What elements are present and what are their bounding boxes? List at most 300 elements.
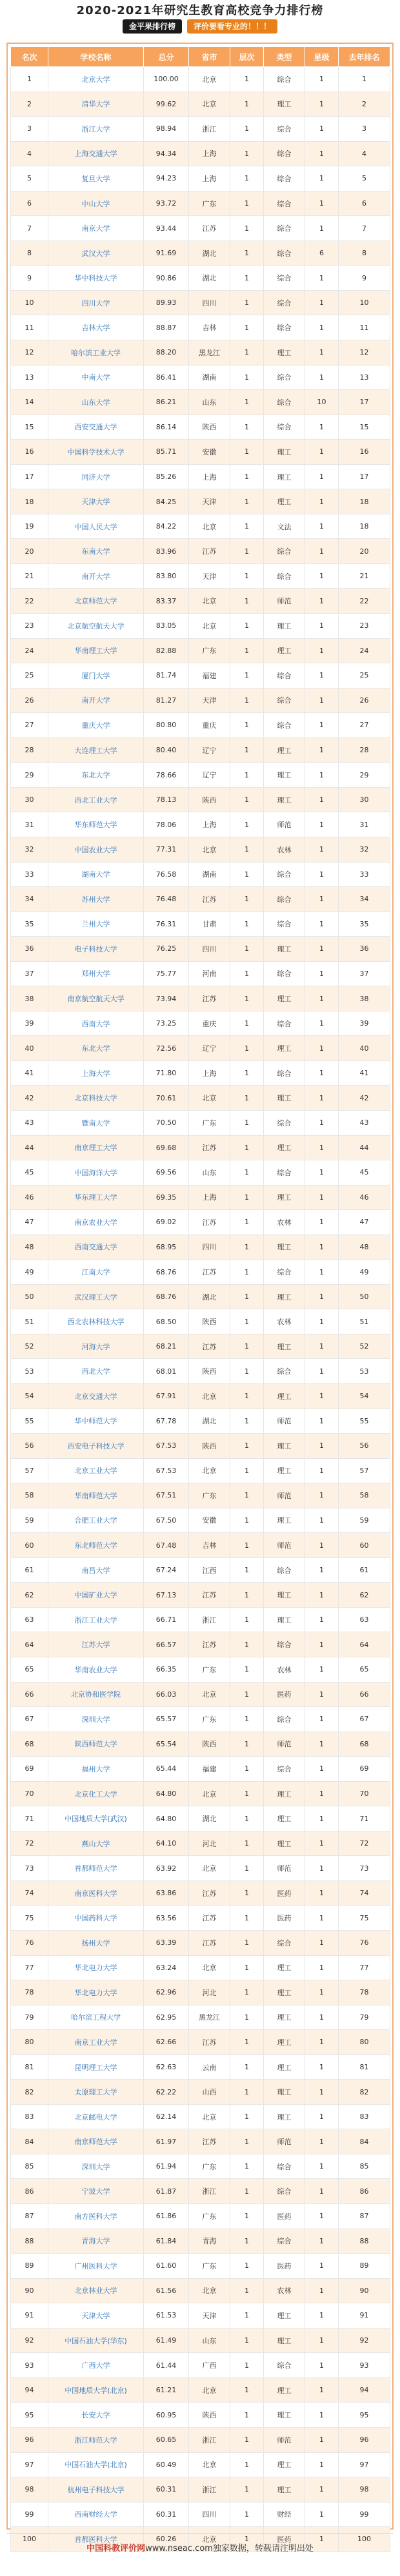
score-cell: 70.50 — [144, 1110, 189, 1135]
table-row — [11, 117, 390, 142]
rank-cell: 51 — [11, 1309, 48, 1334]
table-row — [11, 2427, 390, 2452]
school-cell: 长安大学 — [48, 2403, 144, 2428]
level-cell: 1 — [230, 514, 264, 539]
table-row — [11, 266, 390, 291]
level-cell: 1 — [230, 763, 264, 788]
stars-cell: 1 — [305, 489, 339, 514]
rank-cell: 84 — [11, 2129, 48, 2154]
level-cell: 1 — [230, 1086, 264, 1111]
stars-cell: 1 — [305, 440, 339, 465]
school-cell: 武汉理工大学 — [48, 1284, 144, 1309]
table-row — [11, 1607, 390, 1632]
last-year-cell: 51 — [339, 1309, 390, 1334]
province-cell: 陕西 — [189, 1434, 230, 1459]
stars-cell: 1 — [305, 2403, 339, 2428]
last-year-cell: 3 — [339, 117, 390, 142]
stars-cell: 1 — [305, 1583, 339, 1608]
level-cell: 1 — [230, 266, 264, 291]
score-cell: 94.34 — [144, 141, 189, 166]
last-year-cell: 26 — [339, 688, 390, 713]
score-cell: 63.39 — [144, 1931, 189, 1956]
stars-cell: 1 — [305, 1607, 339, 1632]
rank-cell: 18 — [11, 489, 48, 514]
school-cell: 上海大学 — [48, 1060, 144, 1086]
table-row — [11, 92, 390, 117]
score-cell: 62.96 — [144, 1980, 189, 2005]
level-cell: 1 — [230, 1508, 264, 1533]
province-cell: 江苏 — [189, 887, 230, 912]
last-year-cell: 5 — [339, 166, 390, 191]
level-cell: 1 — [230, 1260, 264, 1285]
stars-cell: 1 — [305, 2104, 339, 2129]
score-cell: 67.53 — [144, 1434, 189, 1459]
badge-row — [0, 19, 400, 36]
type-cell: 理工 — [264, 2030, 305, 2055]
last-year-cell: 71 — [339, 1806, 390, 1831]
type-cell: 理工 — [264, 1284, 305, 1309]
province-cell: 江苏 — [189, 1880, 230, 1906]
school-cell: 江南大学 — [48, 1260, 144, 1285]
type-cell: 师范 — [264, 1409, 305, 1434]
stars-cell: 1 — [305, 1284, 339, 1309]
score-cell: 80.40 — [144, 737, 189, 763]
last-year-cell: 44 — [339, 1135, 390, 1160]
school-cell: 西南财经大学 — [48, 2502, 144, 2527]
rank-cell: 61 — [11, 1557, 48, 1583]
table-row — [11, 2204, 390, 2229]
province-cell: 广东 — [189, 2154, 230, 2179]
school-cell: 东北大学 — [48, 1036, 144, 1061]
school-cell: 重庆大学 — [48, 713, 144, 738]
table-row — [11, 663, 390, 688]
type-cell: 理工 — [264, 1036, 305, 1061]
province-cell: 四川 — [189, 1234, 230, 1260]
level-cell: 1 — [230, 2104, 264, 2129]
school-cell: 中国农业大学 — [48, 837, 144, 862]
type-cell: 理工 — [264, 986, 305, 1011]
school-cell: 中国地质大学(武汉) — [48, 1806, 144, 1831]
province-cell: 上海 — [189, 464, 230, 489]
table-row — [11, 2303, 390, 2328]
type-cell: 师范 — [264, 2427, 305, 2452]
province-cell: 江苏 — [189, 1135, 230, 1160]
stars-cell: 1 — [305, 1483, 339, 1508]
table-row — [11, 166, 390, 191]
province-cell: 陕西 — [189, 1309, 230, 1334]
last-year-cell: 24 — [339, 638, 390, 663]
last-year-cell: 89 — [339, 2254, 390, 2279]
score-cell: 93.44 — [144, 216, 189, 241]
stars-cell: 1 — [305, 1980, 339, 2005]
rank-cell: 72 — [11, 1831, 48, 1856]
last-year-cell: 90 — [339, 2278, 390, 2303]
type-cell: 理工 — [264, 2005, 305, 2030]
rank-cell: 30 — [11, 787, 48, 812]
table-row — [11, 1160, 390, 1186]
stars-cell: 1 — [305, 1409, 339, 1434]
stars-cell: 1 — [305, 1160, 339, 1186]
province-cell: 广东 — [189, 638, 230, 663]
level-cell: 1 — [230, 2477, 264, 2503]
score-cell: 76.58 — [144, 862, 189, 887]
last-year-cell: 49 — [339, 1260, 390, 1285]
rank-cell: 81 — [11, 2054, 48, 2080]
stars-cell: 1 — [305, 937, 339, 962]
level-cell: 1 — [230, 862, 264, 887]
last-year-cell: 76 — [339, 1931, 390, 1956]
school-cell: 北京师范大学 — [48, 589, 144, 614]
level-cell: 1 — [230, 2502, 264, 2527]
last-year-cell: 36 — [339, 937, 390, 962]
type-cell: 综合 — [264, 887, 305, 912]
table-row — [11, 2104, 390, 2129]
rank-cell: 50 — [11, 1284, 48, 1309]
school-cell: 深圳大学 — [48, 1707, 144, 1732]
province-cell: 江苏 — [189, 986, 230, 1011]
column-header-rank: 名次 — [11, 47, 48, 67]
province-cell: 黑龙江 — [189, 2005, 230, 2030]
table-row — [11, 464, 390, 489]
stars-cell: 1 — [305, 2328, 339, 2353]
last-year-cell: 59 — [339, 1508, 390, 1533]
school-cell: 广州医科大学 — [48, 2254, 144, 2279]
school-cell: 广西大学 — [48, 2353, 144, 2378]
level-cell: 1 — [230, 1110, 264, 1135]
rank-cell: 83 — [11, 2104, 48, 2129]
school-cell: 同济大学 — [48, 464, 144, 489]
province-cell: 浙江 — [189, 2477, 230, 2503]
level-cell: 1 — [230, 2303, 264, 2328]
school-cell: 天津大学 — [48, 489, 144, 514]
score-cell: 81.74 — [144, 663, 189, 688]
stars-cell: 1 — [305, 1011, 339, 1036]
rank-cell: 45 — [11, 1160, 48, 1186]
type-cell: 理工 — [264, 1607, 305, 1632]
last-year-cell: 23 — [339, 614, 390, 639]
table-row — [11, 737, 390, 763]
table-row — [11, 1583, 390, 1608]
last-year-cell: 86 — [339, 2179, 390, 2204]
school-cell: 华中科技大学 — [48, 266, 144, 291]
level-cell: 1 — [230, 1607, 264, 1632]
type-cell: 理工 — [264, 2403, 305, 2428]
score-cell: 67.53 — [144, 1458, 189, 1483]
last-year-cell: 61 — [339, 1557, 390, 1583]
rank-cell: 100 — [11, 2527, 48, 2552]
table-row — [11, 1334, 390, 1359]
province-cell: 湖南 — [189, 862, 230, 887]
table-row — [11, 1383, 390, 1409]
stars-cell: 1 — [305, 2129, 339, 2154]
province-cell: 甘肃 — [189, 912, 230, 937]
rank-cell: 63 — [11, 1607, 48, 1632]
type-cell: 综合 — [264, 1011, 305, 1036]
type-cell: 财经 — [264, 2502, 305, 2527]
last-year-cell: 69 — [339, 1757, 390, 1782]
score-cell: 60.31 — [144, 2502, 189, 2527]
level-cell: 1 — [230, 1955, 264, 1980]
level-cell: 1 — [230, 1880, 264, 1906]
rank-cell: 65 — [11, 1657, 48, 1683]
type-cell: 师范 — [264, 2129, 305, 2154]
type-cell: 理工 — [264, 737, 305, 763]
province-cell: 上海 — [189, 166, 230, 191]
type-cell: 理工 — [264, 2104, 305, 2129]
level-cell: 1 — [230, 2403, 264, 2428]
last-year-cell: 12 — [339, 340, 390, 366]
table-row — [11, 514, 390, 539]
last-year-cell: 67 — [339, 1707, 390, 1732]
last-year-cell: 30 — [339, 787, 390, 812]
type-cell: 综合 — [264, 2229, 305, 2254]
table-row — [11, 390, 390, 415]
level-cell: 1 — [230, 216, 264, 241]
province-cell: 广东 — [189, 1110, 230, 1135]
rank-cell: 43 — [11, 1110, 48, 1135]
column-header-stars: 星级 — [305, 47, 339, 67]
score-cell: 61.60 — [144, 2254, 189, 2279]
table-row — [11, 2254, 390, 2279]
type-cell: 医药 — [264, 2527, 305, 2552]
type-cell: 综合 — [264, 1557, 305, 1583]
rank-cell: 54 — [11, 1383, 48, 1409]
table-row — [11, 539, 390, 564]
score-cell: 60.95 — [144, 2403, 189, 2428]
score-cell: 71.80 — [144, 1060, 189, 1086]
rank-cell: 39 — [11, 1011, 48, 1036]
rank-cell: 8 — [11, 240, 48, 266]
last-year-cell: 81 — [339, 2054, 390, 2080]
stars-cell: 1 — [305, 614, 339, 639]
score-cell: 66.57 — [144, 1632, 189, 1657]
level-cell: 1 — [230, 563, 264, 589]
school-cell: 河海大学 — [48, 1334, 144, 1359]
level-cell: 1 — [230, 1409, 264, 1434]
last-year-cell: 84 — [339, 2129, 390, 2154]
last-year-cell: 16 — [339, 440, 390, 465]
table-row — [11, 986, 390, 1011]
last-year-cell: 18 — [339, 514, 390, 539]
type-cell: 理工 — [264, 1434, 305, 1459]
last-year-cell: 18 — [339, 489, 390, 514]
province-cell: 江西 — [189, 1557, 230, 1583]
school-cell: 中国海洋大学 — [48, 1160, 144, 1186]
stars-cell: 1 — [305, 2477, 339, 2503]
score-cell: 61.53 — [144, 2303, 189, 2328]
stars-cell: 1 — [305, 837, 339, 862]
level-cell: 1 — [230, 191, 264, 216]
stars-cell: 1 — [305, 415, 339, 440]
type-cell: 综合 — [264, 166, 305, 191]
type-cell: 综合 — [264, 1260, 305, 1285]
level-cell: 1 — [230, 2254, 264, 2279]
last-year-cell: 79 — [339, 2005, 390, 2030]
type-cell: 综合 — [264, 1632, 305, 1657]
score-cell: 86.41 — [144, 365, 189, 390]
last-year-cell: 92 — [339, 2328, 390, 2353]
table-row — [11, 1557, 390, 1583]
table-row — [11, 2353, 390, 2378]
level-cell: 1 — [230, 440, 264, 465]
level-cell: 1 — [230, 1284, 264, 1309]
rank-cell: 98 — [11, 2477, 48, 2503]
table-row — [11, 1210, 390, 1235]
level-cell: 1 — [230, 663, 264, 688]
last-year-cell: 11 — [339, 315, 390, 340]
table-row — [11, 1707, 390, 1732]
rank-cell: 79 — [11, 2005, 48, 2030]
school-cell: 清华大学 — [48, 92, 144, 117]
rank-cell: 52 — [11, 1334, 48, 1359]
province-cell: 江苏 — [189, 2129, 230, 2154]
score-cell: 83.96 — [144, 539, 189, 564]
level-cell: 1 — [230, 1434, 264, 1459]
province-cell: 河北 — [189, 1980, 230, 2005]
level-cell: 1 — [230, 141, 264, 166]
table-row — [11, 1185, 390, 1210]
level-cell: 1 — [230, 1234, 264, 1260]
table-row — [11, 688, 390, 713]
province-cell: 上海 — [189, 812, 230, 837]
type-cell: 医药 — [264, 1906, 305, 1931]
table-row — [11, 2054, 390, 2080]
score-cell: 62.63 — [144, 2054, 189, 2080]
province-cell: 天津 — [189, 688, 230, 713]
rank-cell: 27 — [11, 713, 48, 738]
school-cell: 南京理工大学 — [48, 1135, 144, 1160]
ranking-table-frame — [6, 43, 394, 2544]
rank-cell: 69 — [11, 1757, 48, 1782]
table-row — [11, 2328, 390, 2353]
level-cell: 1 — [230, 1931, 264, 1956]
rank-cell: 49 — [11, 1260, 48, 1285]
table-row — [11, 2229, 390, 2254]
province-cell: 河南 — [189, 961, 230, 986]
level-cell: 1 — [230, 67, 264, 92]
level-cell: 1 — [230, 1980, 264, 2005]
province-cell: 北京 — [189, 1458, 230, 1483]
table-row — [11, 2403, 390, 2428]
type-cell: 综合 — [264, 862, 305, 887]
type-cell: 农林 — [264, 1657, 305, 1683]
type-cell: 理工 — [264, 1508, 305, 1533]
score-cell: 67.50 — [144, 1508, 189, 1533]
stars-cell: 1 — [305, 1806, 339, 1831]
table-row — [11, 1483, 390, 1508]
school-cell: 中国人民大学 — [48, 514, 144, 539]
table-row — [11, 862, 390, 887]
score-cell: 63.24 — [144, 1955, 189, 1980]
province-cell: 北京 — [189, 1086, 230, 1111]
type-cell: 综合 — [264, 67, 305, 92]
score-cell: 72.56 — [144, 1036, 189, 1061]
province-cell: 天津 — [189, 2303, 230, 2328]
province-cell: 北京 — [189, 2104, 230, 2129]
level-cell: 1 — [230, 240, 264, 266]
table-row — [11, 837, 390, 862]
province-cell: 广东 — [189, 2254, 230, 2279]
stars-cell: 1 — [305, 1434, 339, 1459]
stars-cell: 1 — [305, 688, 339, 713]
level-cell: 1 — [230, 1657, 264, 1683]
score-cell: 91.69 — [144, 240, 189, 266]
score-cell: 76.31 — [144, 912, 189, 937]
stars-cell: 1 — [305, 67, 339, 92]
last-year-cell: 20 — [339, 539, 390, 564]
last-year-cell: 83 — [339, 2104, 390, 2129]
type-cell: 综合 — [264, 2179, 305, 2204]
rank-cell: 55 — [11, 1409, 48, 1434]
school-cell: 西北工业大学 — [48, 787, 144, 812]
stars-cell: 1 — [305, 763, 339, 788]
school-cell: 首都师范大学 — [48, 1856, 144, 1881]
table-row — [11, 315, 390, 340]
score-cell: 85.26 — [144, 464, 189, 489]
score-cell: 94.23 — [144, 166, 189, 191]
rank-cell: 91 — [11, 2303, 48, 2328]
score-cell: 61.21 — [144, 2377, 189, 2403]
school-cell: 华北电力大学 — [48, 1980, 144, 2005]
province-cell: 吉林 — [189, 315, 230, 340]
level-cell: 1 — [230, 1185, 264, 1210]
score-cell: 73.25 — [144, 1011, 189, 1036]
type-cell: 理工 — [264, 1383, 305, 1409]
rank-cell: 70 — [11, 1781, 48, 1806]
last-year-cell: 10 — [339, 290, 390, 315]
type-cell: 医药 — [264, 2254, 305, 2279]
score-cell: 68.50 — [144, 1309, 189, 1334]
column-header-school: 学校名称 — [48, 47, 144, 67]
province-cell: 湖北 — [189, 1409, 230, 1434]
rank-cell: 11 — [11, 315, 48, 340]
province-cell: 湖北 — [189, 1806, 230, 1831]
last-year-cell: 68 — [339, 1732, 390, 1757]
rank-cell: 87 — [11, 2204, 48, 2229]
province-cell: 北京 — [189, 2377, 230, 2403]
type-cell: 理工 — [264, 763, 305, 788]
score-cell: 82.88 — [144, 638, 189, 663]
rank-cell: 37 — [11, 961, 48, 986]
table-row — [11, 961, 390, 986]
score-cell: 61.86 — [144, 2204, 189, 2229]
level-cell: 1 — [230, 290, 264, 315]
school-cell: 暨南大学 — [48, 1110, 144, 1135]
stars-cell: 1 — [305, 1906, 339, 1931]
level-cell: 1 — [230, 614, 264, 639]
score-cell: 61.97 — [144, 2129, 189, 2154]
table-row — [11, 1409, 390, 1434]
rank-cell: 89 — [11, 2254, 48, 2279]
score-cell: 64.80 — [144, 1806, 189, 1831]
brand-badge: 金平果排行榜 — [123, 19, 182, 34]
type-cell: 综合 — [264, 216, 305, 241]
last-year-cell: 75 — [339, 1906, 390, 1931]
rank-cell: 40 — [11, 1036, 48, 1061]
type-cell: 师范 — [264, 1533, 305, 1558]
last-year-cell: 70 — [339, 1781, 390, 1806]
school-cell: 华东师范大学 — [48, 812, 144, 837]
last-year-cell: 97 — [339, 2452, 390, 2477]
rank-cell: 26 — [11, 688, 48, 713]
province-cell: 上海 — [189, 1185, 230, 1210]
province-cell: 福建 — [189, 1757, 230, 1782]
score-cell: 60.49 — [144, 2452, 189, 2477]
province-cell: 四川 — [189, 290, 230, 315]
type-cell: 医药 — [264, 1880, 305, 1906]
type-cell: 理工 — [264, 1781, 305, 1806]
stars-cell: 1 — [305, 514, 339, 539]
